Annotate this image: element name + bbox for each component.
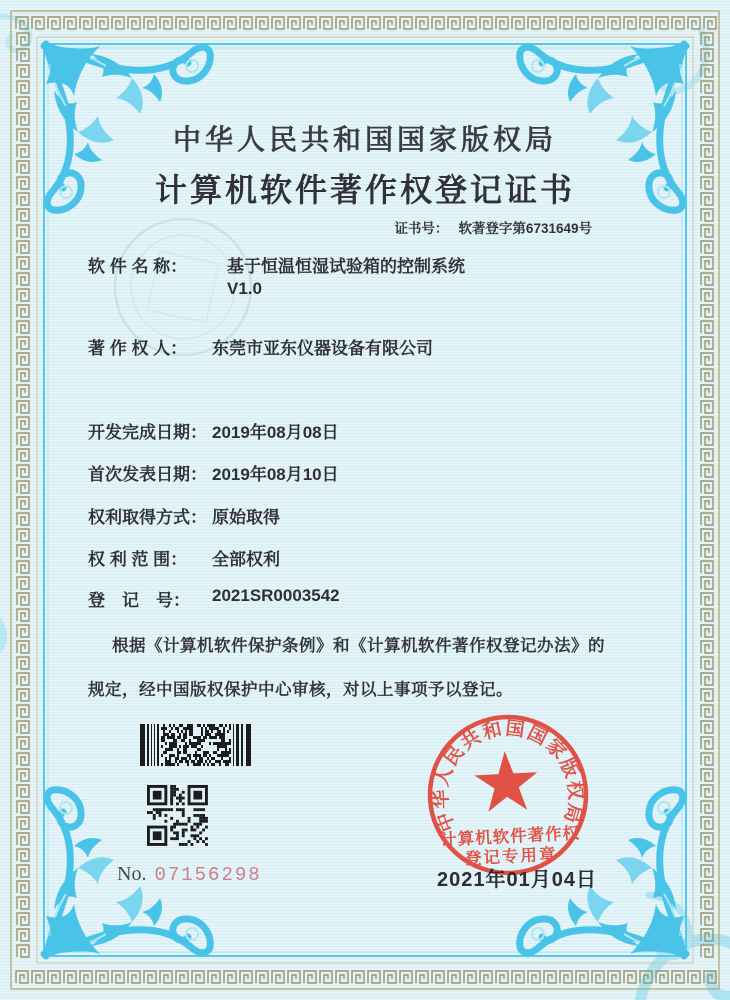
field-first-publish-date [88,460,339,485]
field-label: 权利取得方式： [88,508,207,527]
field-label: 权 利 范 围： [88,550,188,569]
serial-number: 07156298 [154,864,262,886]
greek-key-band [16,17,716,983]
field-software-name [88,252,465,277]
field-value: 原始取得 [212,508,280,527]
field-right-scope [88,545,280,570]
certificate-title: 计算机软件著作权登记证书 [154,172,575,208]
seal-text-line2: 登记专用章 [464,844,558,869]
field-value: 全部权利 [212,550,280,569]
field-registration-number [88,586,340,611]
certificate-number-line [44,217,592,237]
field-label: 著 作 权 人： [88,339,188,358]
field-label: 首次发表日期： [88,465,207,484]
field-value: 基于恒温恒湿试验箱的控制系统 [227,257,465,276]
certificate-number-value: 软著登字第6731649号 [458,221,592,236]
seal-star [473,749,539,812]
margin-swirl-left [0,584,14,661]
seal-text-line1: 计算机软件著作权 [439,823,581,850]
qr-code [147,785,208,846]
field-value: 2019年08月10日 [212,465,339,484]
field-label: 软 件 名 称： [88,257,188,276]
seal-ring-text: 中华人民共和国国家版权局 [430,718,586,835]
field-label: 开发完成日期： [88,423,207,442]
margin-swirl-top-left [0,7,35,54]
field-value: 东莞市亚东仪器设备有限公司 [212,339,433,358]
registration-statement-line2: 规定，经中国版权保护中心审核，对以上事项予以登记。 [88,681,513,699]
field-copyright-owner [88,334,433,359]
issuing-authority: 中华人民共和国国家版权局 [172,125,557,156]
serial-number-line [117,863,262,886]
field-dev-complete-date [88,418,339,443]
software-version: V1.0 [227,279,262,298]
certificate-number-label: 证书号： [394,221,449,236]
field-value: 2021SR0003542 [212,586,340,605]
registration-date: 2021年01月04日 [437,869,597,891]
serial-prefix: No. [117,863,147,885]
registration-statement-line1: 根据《计算机软件保护条例》和《计算机软件著作权登记办法》的 [112,637,605,655]
field-label: 登 记 号： [88,591,190,610]
pdf417-barcode [140,724,252,766]
official-red-seal [420,703,598,887]
field-right-acquisition [88,503,280,528]
field-value: 2019年08月08日 [212,423,339,442]
